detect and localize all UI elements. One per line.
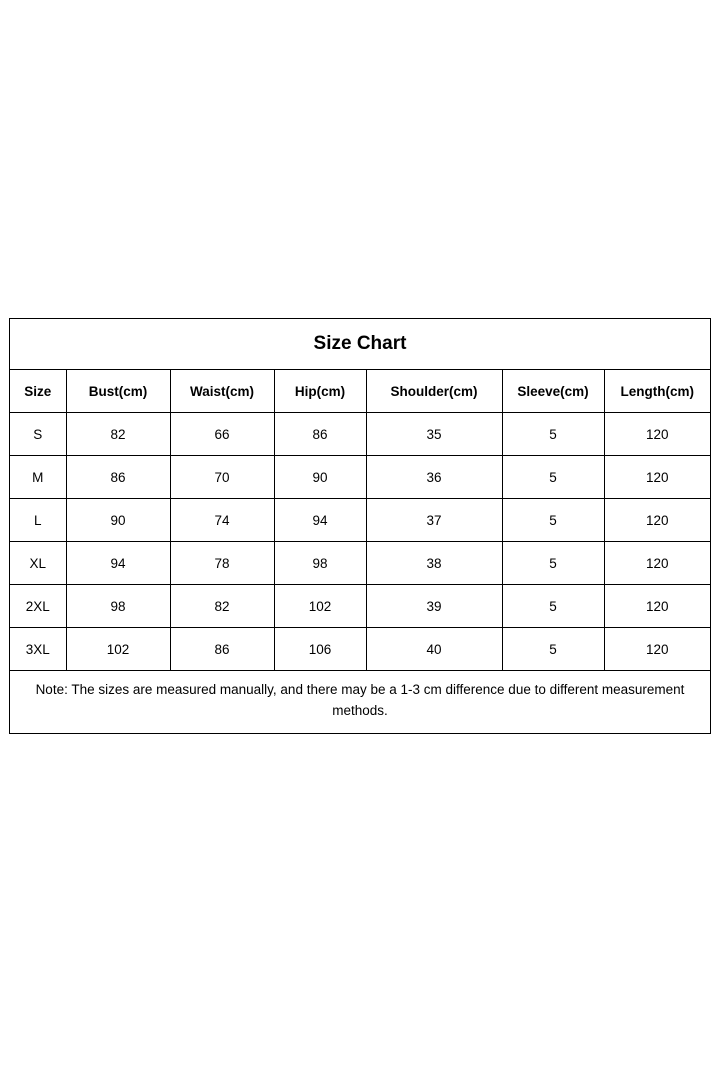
cell-length: 120	[604, 499, 710, 542]
cell-size: M	[10, 456, 66, 499]
cell-sleeve: 5	[502, 413, 604, 456]
cell-waist: 82	[170, 585, 274, 628]
cell-bust: 86	[66, 456, 170, 499]
cell-hip: 90	[274, 456, 366, 499]
chart-title: Size Chart	[10, 319, 710, 370]
table-row	[10, 413, 710, 456]
table-row	[10, 456, 710, 499]
column-header-hip: Hip(cm)	[274, 370, 366, 413]
table-row	[10, 542, 710, 585]
cell-waist: 66	[170, 413, 274, 456]
cell-size: 3XL	[10, 628, 66, 671]
cell-bust: 90	[66, 499, 170, 542]
cell-bust: 102	[66, 628, 170, 671]
table-body	[10, 413, 710, 671]
table-row	[10, 628, 710, 671]
column-header-waist: Waist(cm)	[170, 370, 274, 413]
cell-shoulder: 40	[366, 628, 502, 671]
cell-sleeve: 5	[502, 456, 604, 499]
cell-length: 120	[604, 542, 710, 585]
cell-length: 120	[604, 456, 710, 499]
cell-sleeve: 5	[502, 585, 604, 628]
cell-hip: 94	[274, 499, 366, 542]
table-row	[10, 499, 710, 542]
measurement-note: Note: The sizes are measured manually, and there may be a 1-3 cm difference due to different measurement methods.	[35, 682, 685, 719]
column-header-bust: Bust(cm)	[66, 370, 170, 413]
column-header-length: Length(cm)	[604, 370, 710, 413]
table-header	[10, 370, 710, 413]
table-header-row	[10, 370, 710, 413]
cell-waist: 70	[170, 456, 274, 499]
cell-length: 120	[604, 585, 710, 628]
cell-shoulder: 35	[366, 413, 502, 456]
cell-size: L	[10, 499, 66, 542]
cell-length: 120	[604, 628, 710, 671]
column-header-shoulder: Shoulder(cm)	[366, 370, 502, 413]
column-header-size: Size	[10, 370, 66, 413]
cell-size: 2XL	[10, 585, 66, 628]
cell-shoulder: 38	[366, 542, 502, 585]
table-row	[10, 585, 710, 628]
cell-bust: 94	[66, 542, 170, 585]
cell-size: XL	[10, 542, 66, 585]
cell-hip: 98	[274, 542, 366, 585]
cell-hip: 102	[274, 585, 366, 628]
cell-sleeve: 5	[502, 542, 604, 585]
cell-bust: 98	[66, 585, 170, 628]
cell-hip: 86	[274, 413, 366, 456]
cell-sleeve: 5	[502, 628, 604, 671]
cell-waist: 86	[170, 628, 274, 671]
column-header-sleeve: Sleeve(cm)	[502, 370, 604, 413]
cell-bust: 82	[66, 413, 170, 456]
size-chart-card	[9, 318, 711, 734]
cell-shoulder: 37	[366, 499, 502, 542]
cell-sleeve: 5	[502, 499, 604, 542]
cell-shoulder: 36	[366, 456, 502, 499]
cell-waist: 78	[170, 542, 274, 585]
cell-size: S	[10, 413, 66, 456]
cell-waist: 74	[170, 499, 274, 542]
size-chart-table	[10, 370, 710, 672]
cell-shoulder: 39	[366, 585, 502, 628]
cell-hip: 106	[274, 628, 366, 671]
cell-length: 120	[604, 413, 710, 456]
